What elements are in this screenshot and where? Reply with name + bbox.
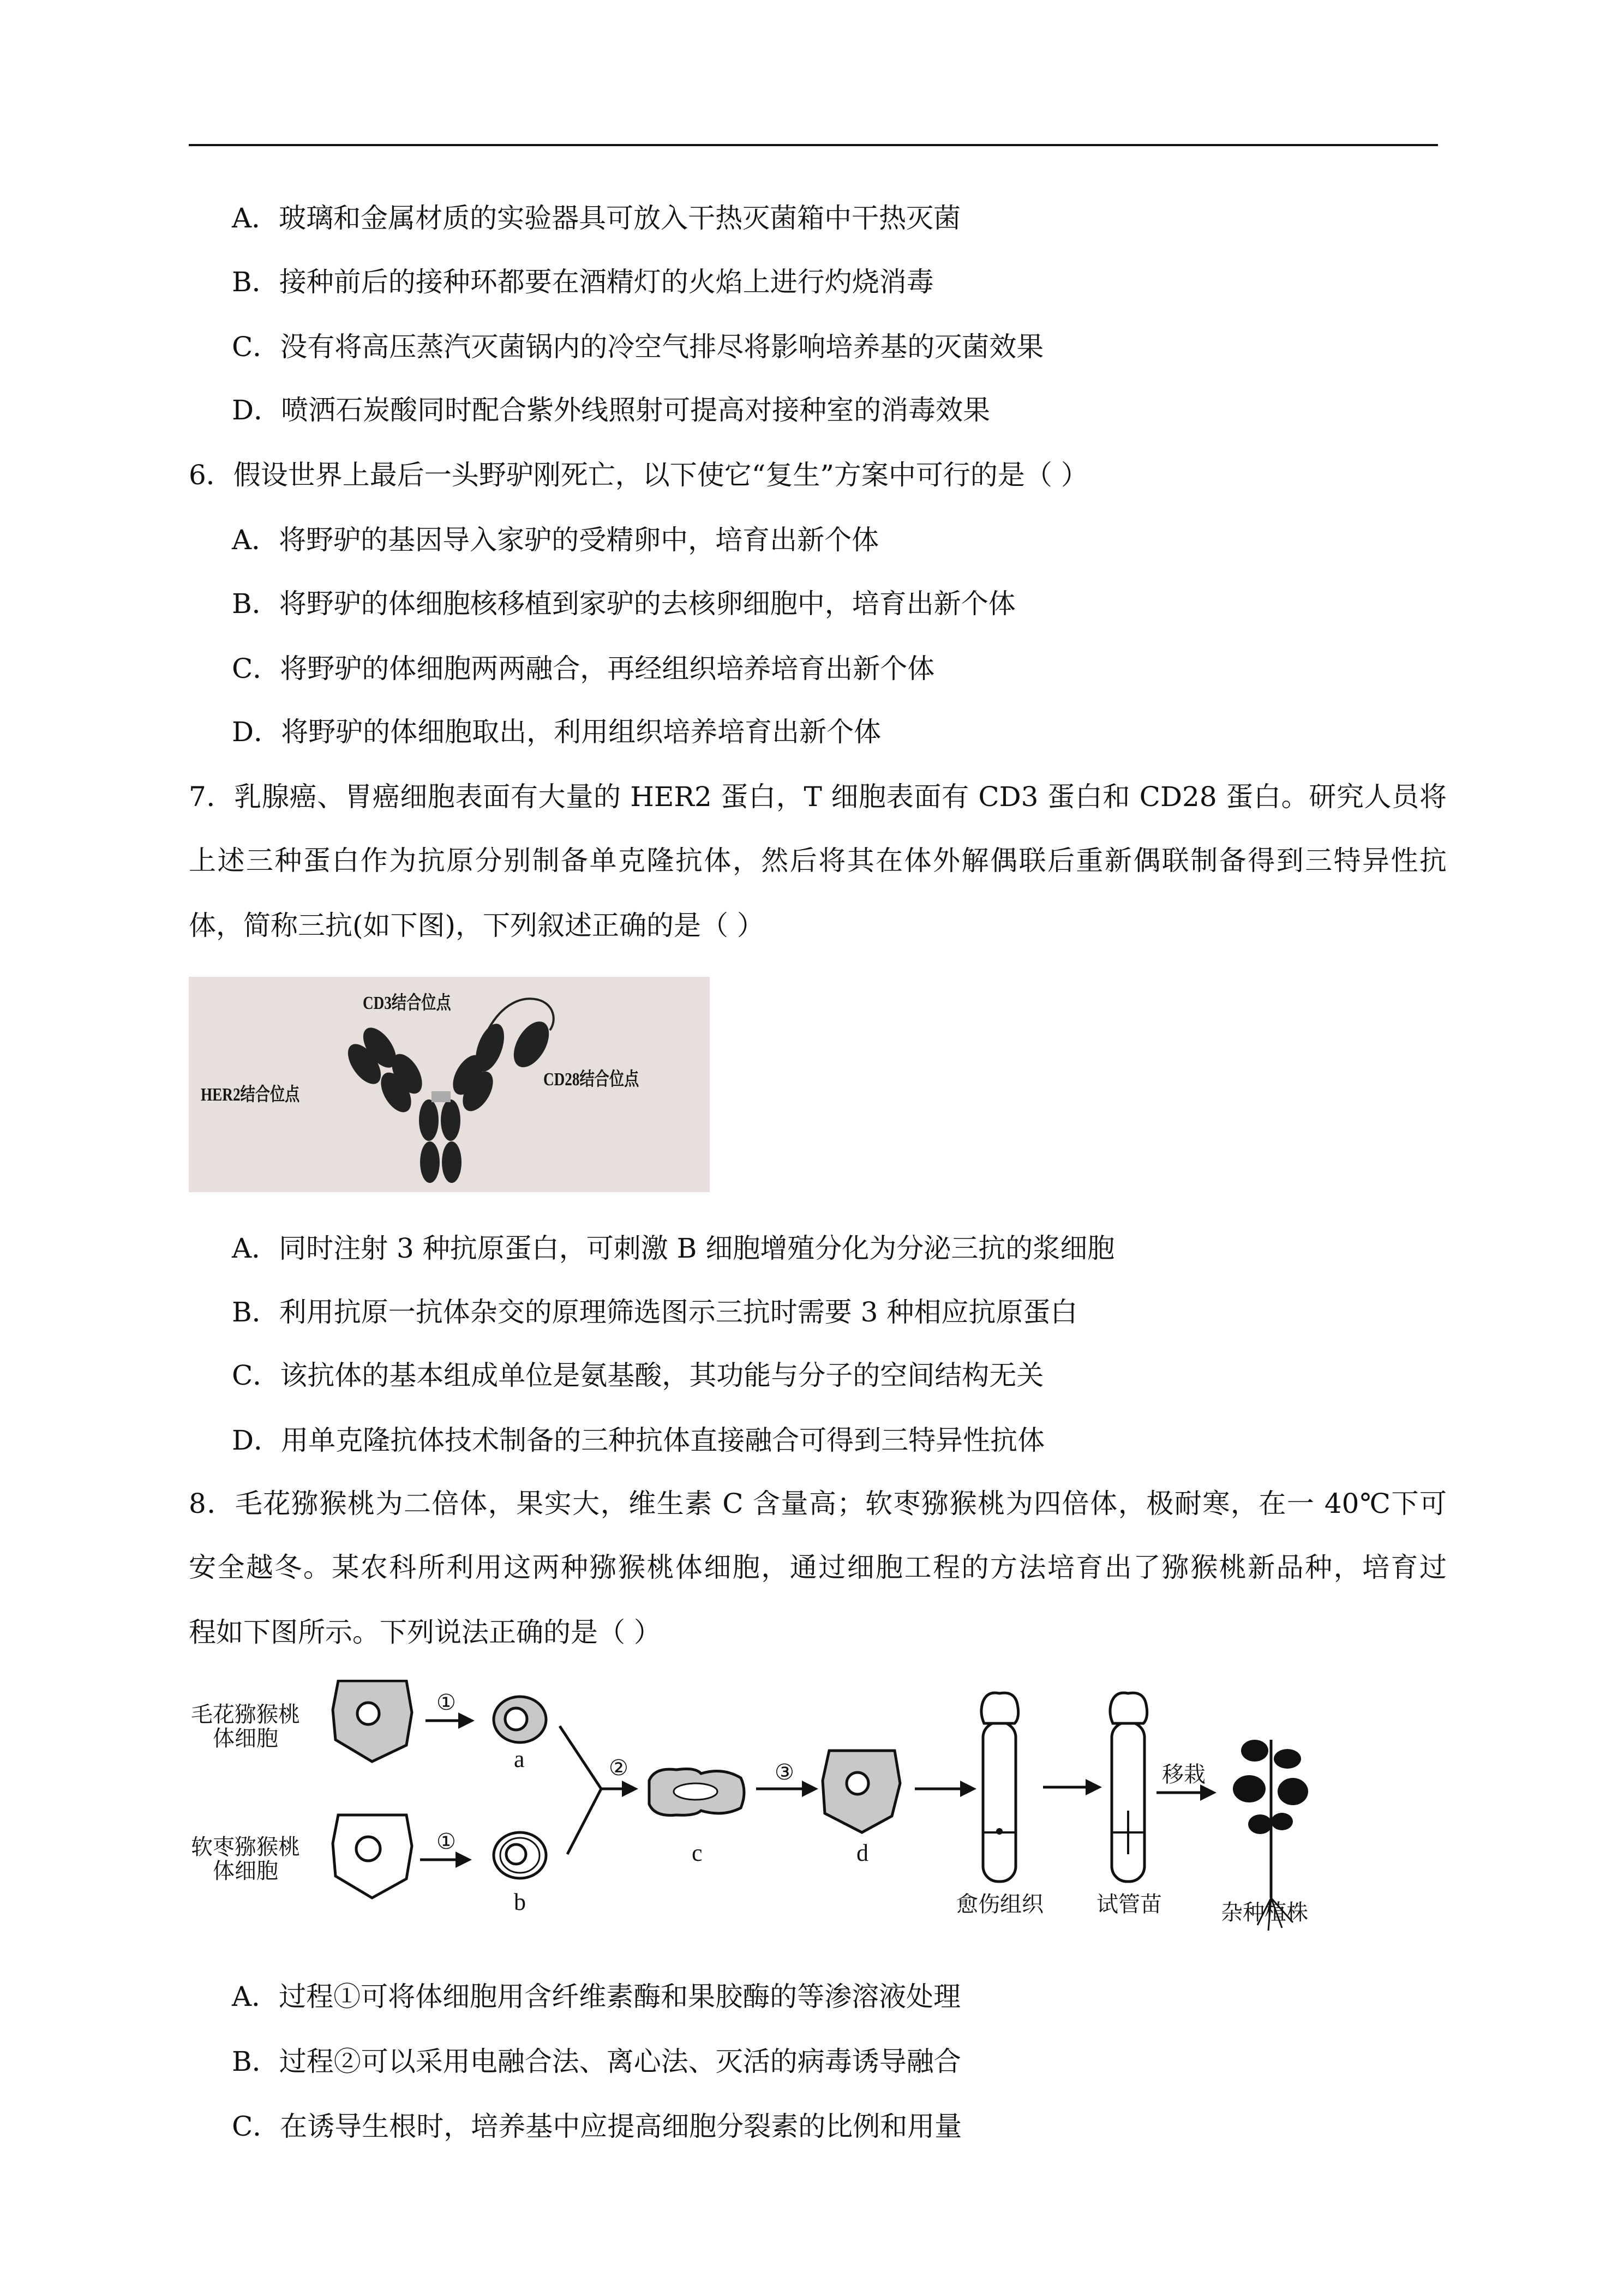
cd28-site-label: CD28结合位点	[543, 1069, 639, 1090]
q6-option-d: D．将野驴的体细胞取出，利用组织培养培育出新个体	[232, 716, 882, 748]
q5-option-a: A．玻璃和金属材质的实验器具可放入干热灭菌箱中干热灭菌	[232, 202, 961, 234]
q7-option-c: C．该抗体的基本组成单位是氨基酸，其功能与分子的空间结构无关	[232, 1360, 1044, 1391]
label-hybrid-plant: 杂种植株	[1221, 1900, 1308, 1925]
q7-option-a: A．同时注射 3 种抗原蛋白，可刺激 B 细胞增殖分化为分泌三抗的浆细胞	[232, 1233, 1115, 1264]
q8-option-a: A．过程①可将体细胞用含纤维素酶和果胶酶的等渗溶液处理	[232, 1981, 961, 2012]
label-c: c	[692, 1840, 703, 1866]
q8-option-b: B．过程②可以采用电融合法、离心法、灭活的病毒诱导融合	[232, 2046, 961, 2077]
label-transplant: 移栽	[1162, 1762, 1206, 1787]
label-callus: 愈伤组织	[956, 1892, 1044, 1917]
her2-site-label: HER2结合位点	[201, 1085, 300, 1105]
q8-stem-line3: 程如下图所示。下列说法正确的是（ ）	[189, 1616, 661, 1648]
label-d: d	[856, 1840, 868, 1866]
antibody-domain	[442, 1141, 462, 1183]
kiwi-hybrid-process-figure	[185, 1680, 1364, 1952]
q6-option-b: B．将野驴的体细胞核移植到家驴的去核卵细胞中，培育出新个体	[232, 588, 1016, 620]
step-3-label: ③	[775, 1760, 794, 1785]
q5-option-b: B．接种前后的接种环都要在酒精灯的火焰上进行灼烧消毒	[232, 266, 934, 298]
q5-option-c: C．没有将高压蒸汽灭菌锅内的冷空气排尽将影响培养基的灭菌效果	[232, 331, 1044, 363]
step-2-label: ②	[609, 1756, 628, 1781]
step-1-label: ①	[436, 1690, 456, 1715]
label-b: b	[514, 1889, 526, 1915]
antibody-domain	[420, 1141, 440, 1183]
label-plantlet: 试管苗	[1096, 1892, 1162, 1917]
q6-stem: 6．假设世界上最后一头野驴刚死亡，以下使它“复生”方案中可行的是（ ）	[189, 459, 1088, 491]
q8-stem-line1: 8．毛花猕猴桃为二倍体，果实大，维生素 C 含量高；软枣猕猴桃为四倍体，极耐寒，在一 40℃下可	[189, 1488, 1447, 1519]
trispecific-antibody-figure	[189, 977, 710, 1192]
q5-option-d: D．喷洒石炭酸同时配合紫外线照射可提高对接种室的消毒效果	[232, 394, 991, 426]
label-maohua-cell: 毛花猕猴桃 体细胞	[191, 1702, 300, 1751]
nucleus	[356, 1837, 380, 1861]
q7-stem-line2: 上述三种蛋白作为抗原分别制备单克隆抗体，然后将其在体外解偶联后重新偶联制备得到三特异性抗	[189, 845, 1447, 876]
antibody-domain	[419, 1099, 439, 1141]
cd3-site-label: CD3结合位点	[363, 993, 451, 1013]
process-diagram	[185, 1680, 1364, 1952]
label-a: a	[514, 1746, 525, 1772]
label-ruanzao-cell: 软枣猕猴桃 体细胞	[191, 1835, 300, 1884]
q6-option-c: C．将野驴的体细胞两两融合，再经组织培养培育出新个体	[232, 653, 935, 684]
q6-option-a: A．将野驴的基因导入家驴的受精卵中，培育出新个体	[232, 524, 879, 556]
q7-option-d: D．用单克隆抗体技术制备的三种抗体直接融合可得到三特异性抗体	[232, 1425, 1045, 1456]
hinge	[432, 1091, 451, 1102]
q8-stem-line2: 安全越冬。某农科所利用这两种猕猴桃体细胞，通过细胞工程的方法培育出了猕猴桃新品种，培育过	[189, 1552, 1447, 1583]
q7-stem-line1: 7．乳腺癌、胃癌细胞表面有大量的 HER2 蛋白，T 细胞表面有 CD3 蛋白和 CD28 蛋白。研究人员将	[189, 781, 1447, 813]
q7-option-b: B．利用抗原一抗体杂交的原理筛选图示三抗时需要 3 种相应抗原蛋白	[232, 1296, 1078, 1328]
step-1-label: ①	[436, 1829, 456, 1854]
antibody-domain	[441, 1099, 460, 1141]
q7-stem-line3: 体，简称三抗(如下图)，下列叙述正确的是（ ）	[189, 910, 764, 941]
q8-option-c: C．在诱导生根时，培养基中应提高细胞分裂素的比例和用量	[232, 2111, 962, 2142]
nucleus	[357, 1703, 379, 1724]
header-rule	[189, 144, 1438, 146]
plantlet-tube	[1112, 1722, 1144, 1882]
callus-tube	[983, 1722, 1016, 1882]
